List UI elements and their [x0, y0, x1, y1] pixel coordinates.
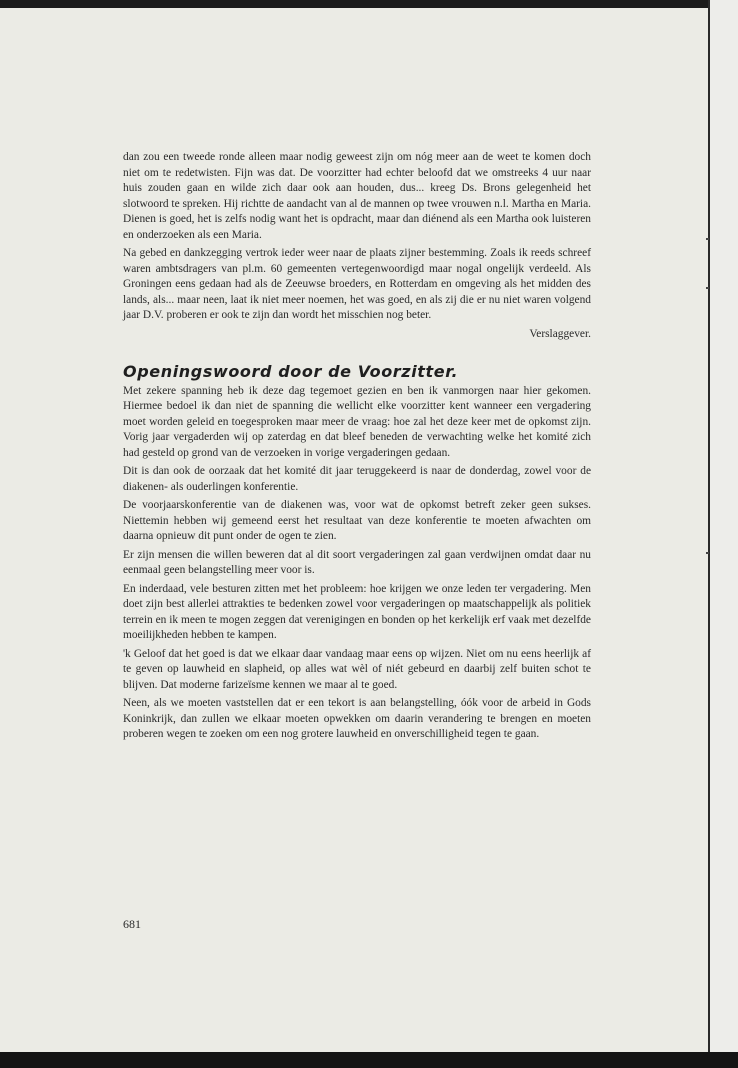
page-number: 681 — [123, 917, 141, 931]
paragraph: dan zou een tweede ronde alleen maar nodig geweest zijn om nóg meer aan de weet te komen doch niet om te redetwisten. Fijn was dat. De voorzitter had echter beloofd dat we omstreeks 4 uur naar huis zouden gaan en wilde zich daar ook aan houden, dus... kreeg Ds. Brons gelegenheid het slotwoord te spreken. Hij richtte de aandacht van al de mannen op twee vrouwen n.l. Martha en Maria. Dienen is goed, het is zelfs nodig want het is opdracht, maar dan diénend als een Martha ook luisteren en onderzoeken als een Maria. — [123, 151, 591, 241]
paragraph: Neen, als we moeten vaststellen dat er een tekort is aan belangstelling, óók voor de arbeid in Gods Koninkrijk, dan zullen we elkaar moeten opwekken om daarin verandering te brengen en moeten proberen wegen te zoeken om een nog grotere lauwheid en onverschilligheid tegen te gaan. — [123, 697, 591, 740]
paragraph: Dit is dan ook de oorzaak dat het komité dit jaar teruggekeerd is naar de donderdag, zowel voor de diakenen- als ouderlingen konferentie. — [123, 465, 591, 493]
margin-mark — [706, 552, 709, 554]
paragraph: Er zijn mensen die willen beweren dat al dit soort vergaderingen zal gaan verdwijnen omdat daar nu eenmaal geen belangstelling meer voor is. — [123, 548, 591, 576]
paragraph: 'k Geloof dat het goed is dat we elkaar daar vandaag maar eens op wijzen. Niet om nu eens heerlijk af te geven op lauwheid en slapheid, op alles wat wèl of niét gebeurd en daarbij zelf buiten schot te blijven. Dat moderne farizeïsme kennen we maar al te goed. — [123, 647, 591, 691]
paragraph: En inderdaad, vele besturen zitten met het probleem: hoe krijgen we onze leden ter vergadering. Men doet zijn best allerlei attrakties te bedenken zowel voor vergaderingen op maatschappelijk als politiek terrein en ik meen te mogen zeggen dat verenigingen en bonden op het kerkelijk erf vaak met dezelfde moeilijkheden hebben te kampen. — [123, 582, 591, 641]
paragraph: Na gebed en dankzegging vertrok ieder weer naar de plaats zijner bestemming. Zoals ik reeds schreef waren ambtsdragers van pl.m. 60 gemeenten vertegenwoordigd maar nogal ongelijk verdeeld. Als Groningen eens gedaan had als de Zeeuwse broeders, en Rotterdam en omgeving als het midden des lands, als... maar neen, laat ik niet meer noemen, het was goed, en als zij die er nu niet waren volgend jaar D.V. proberen er ook te zijn dan wordt het misschien nog beter. — [123, 247, 591, 321]
section-heading: Openingswoord door de Voorzitter. — [123, 362, 459, 381]
margin-mark — [706, 287, 709, 289]
signature: Verslaggever. — [529, 327, 591, 340]
page-edge — [708, 0, 738, 1068]
text-column — [123, 150, 591, 746]
scan-border — [0, 1052, 738, 1068]
margin-mark — [706, 238, 709, 240]
paragraph: Met zekere spanning heb ik deze dag tegemoet gezien en ben ik vanmorgen naar hier gekomen. Hiermee bedoel ik dan niet de spanning die wellicht elke voorzitter kent wanneer een vergadering moet worden geleid en toegesproken maar meer de vraag: hoe zal het deze keer met de opkomst zijn. Vorig jaar vergaderden wij op zaterdag en dat bleef beneden de verwachting welke het komité zich had gesteld op grond van de verzoeken in vorige vergaderingen gedaan. — [123, 384, 591, 459]
paragraph: De voorjaarskonferentie van de diakenen was, voor wat de opkomst betreft zeker geen sukses. Niettemin hebben wij gemeend eerst het resultaat van deze konferentie te moeten afwachten om daarna opnieuw dit punt onder de ogen te zien. — [123, 499, 591, 542]
